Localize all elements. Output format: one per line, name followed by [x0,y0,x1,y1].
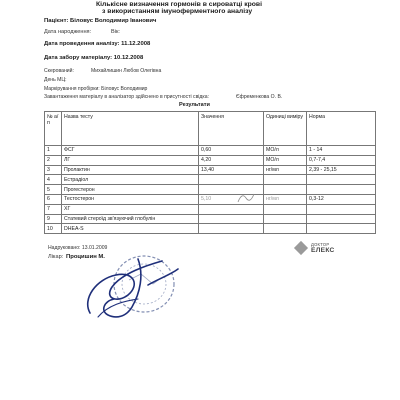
col-header-value: Значення [199,112,264,146]
row-no: 5 [45,185,62,195]
row-value: 13,40 [199,165,264,175]
row-unit [264,214,307,224]
row-norm [307,175,376,185]
tube-marking: Маркірування пробірки: Біловус Володимир [44,86,148,92]
row-no: 2 [45,155,62,165]
signature-icon [78,255,188,325]
row-unit: нг/мл [264,194,307,204]
table-row [45,214,376,224]
row-test-name: Статевий стероїд зв'язуючий глобулін [62,214,199,224]
row-unit: МО/л [264,146,307,156]
analysis-date: Дата проведення аналізу: 11.12.2008 [44,41,151,47]
col-header-unit: Одиниці виміру [264,112,307,146]
row-test-name: ХГ [62,204,199,214]
row-test-name: ЛГ [62,155,199,165]
col-header-test-name: Назва тесту [62,112,199,146]
report-title-line2: з використанням імуноферментного аналізу [102,8,253,15]
patient-name: Пацієнт: Біловус Володимир Іванович [44,18,157,24]
row-value [199,224,264,234]
table-row [45,204,376,214]
row-no: 6 [45,194,62,204]
row-norm: 0,3-12 [307,194,376,204]
row-unit [264,204,307,214]
row-norm: 1 - 14 [307,146,376,156]
row-norm [307,185,376,195]
sample-date: Дата забору матеріалу: 10.12.2008 [44,55,144,61]
row-no: 4 [45,175,62,185]
row-no: 9 [45,214,62,224]
row-unit [264,224,307,234]
logo-text-top: ДОКТОР [311,242,330,247]
table-row [45,175,376,185]
table-row [45,224,376,234]
row-test-name: DHEA-S [62,224,199,234]
referred-value: Михайлишин Любов Олегівна [91,68,162,74]
table-row [45,146,376,156]
col-header-no: № а/ п [45,112,62,146]
row-norm: 2,39 - 25,15 [307,165,376,175]
row-value: 5,10 [199,194,264,204]
row-value: 0,60 [199,146,264,156]
row-test-name: ФСГ [62,146,199,156]
results-table [44,111,376,234]
table-row [45,165,376,175]
report-title-line1: Кількісне визначення гормонів в сироватці крові [96,1,262,8]
doctor-label: Лікар: [48,254,64,260]
row-unit: МО/л [264,155,307,165]
row-norm [307,214,376,224]
row-no: 7 [45,204,62,214]
row-no: 10 [45,224,62,234]
row-unit: нг/мл [264,165,307,175]
logo-diamond-icon [294,241,308,255]
doctor-name: Процишин М. [66,254,105,260]
row-value [199,175,264,185]
referred-label: Скерований: [44,68,74,74]
row-unit [264,175,307,185]
row-test-name: Прогестерон [62,185,199,195]
cycle-day-label: День МЦ: [44,77,67,83]
row-unit [264,185,307,195]
row-norm [307,224,376,234]
printed-date: Надруковано: 13.01.2009 [48,245,108,251]
row-test-name: Тестостерон [62,194,199,204]
age-label: Вік: [111,29,120,35]
clinic-logo [296,242,352,256]
handwritten-mark-icon [236,190,256,206]
loading-witness-label: Завантаження матеріалу в аналізатор здійснено в присутності свідка: [44,94,209,100]
row-test-name: Естрадіол [62,175,199,185]
dob-label: Дата народження: [44,29,92,35]
logo-text-bottom: ЕЛЕКС [311,247,335,254]
col-header-norm: Норма [307,112,376,146]
witness-name: Єфременкова О. В. [236,94,283,100]
row-value: 4,20 [199,155,264,165]
table-row [45,185,376,195]
row-test-name: Пролактин [62,165,199,175]
results-heading: Результати [179,102,210,108]
row-no: 1 [45,146,62,156]
row-value [199,214,264,224]
table-row [45,155,376,165]
row-no: 3 [45,165,62,175]
row-norm: 0,7-7,4 [307,155,376,165]
results-header-row [45,112,376,146]
row-norm [307,204,376,214]
table-row [45,194,376,204]
